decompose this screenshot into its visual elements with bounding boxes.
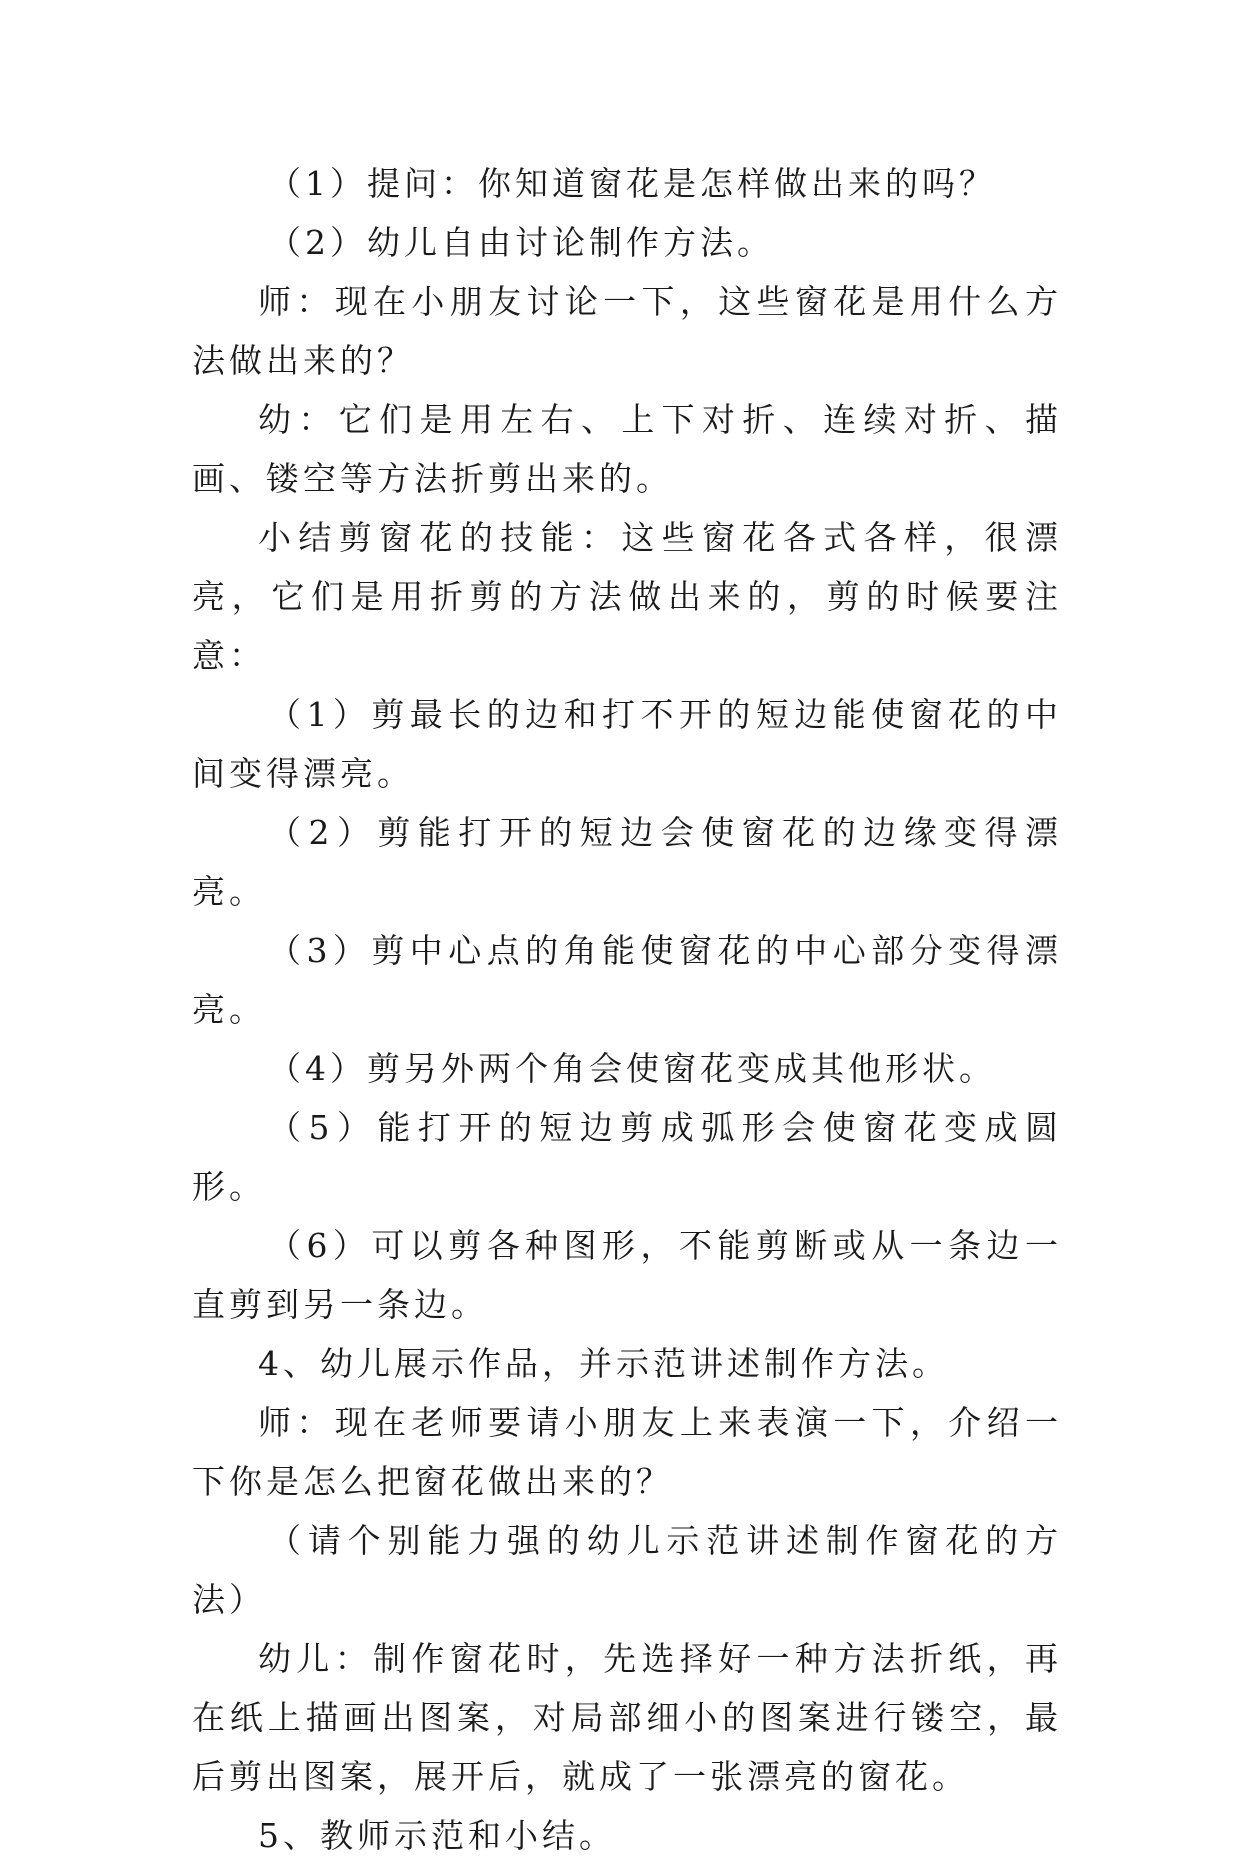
paragraph-child-method: 幼儿：制作窗花时，先选择好一种方法折纸，再在纸上描画出图案，对局部细小的图案进行镂空，最后剪出图案，展开后，就成了一张漂亮的窗花。 — [192, 1639, 1062, 1796]
paragraph-demo-note: （请个别能力强的幼儿示范讲述制作窗花的方法） — [192, 1521, 1062, 1619]
paragraph-teacher-invite: 师：现在老师要请小朋友上来表演一下，介绍一下你是怎么把窗花做出来的？ — [192, 1403, 1062, 1501]
paragraph-step-4: 4、幼儿展示作品，并示范讲述制作方法。 — [258, 1344, 949, 1383]
paragraph-child-answer: 幼：它们是用左右、上下对折、连续对折、描画、镂空等方法折剪出来的。 — [192, 400, 1062, 498]
paragraph-tip-2: （2）剪能打开的短边会使窗花的边缘变得漂亮。 — [192, 813, 1062, 911]
paragraph-tip-6: （6）可以剪各种图形，不能剪断或从一条边一直剪到另一条边。 — [192, 1226, 1062, 1324]
paragraph-teacher-discussion: 师：现在小朋友讨论一下，这些窗花是用什么方法做出来的？ — [192, 282, 1062, 380]
paragraph-tip-5: （5）能打开的短边剪成弧形会使窗花变成圆形。 — [192, 1108, 1062, 1206]
document-body — [192, 154, 1062, 1865]
paragraph-tip-4: （4）剪另外两个角会使窗花变成其他形状。 — [268, 1049, 996, 1088]
paragraph-tip-1: （1）剪最长的边和打不开的短边能使窗花的中间变得漂亮。 — [192, 695, 1062, 793]
paragraph-question: （1）提问：你知道窗花是怎样做出来的吗？ — [268, 164, 996, 203]
paragraph-summary-skills: 小结剪窗花的技能：这些窗花各式各样，很漂亮，它们是用折剪的方法做出来的，剪的时候要注意： — [192, 518, 1062, 675]
paragraph-step-5: 5、教师示范和小结。 — [258, 1816, 616, 1855]
paragraph-free-discussion: （2）幼儿自由讨论制作方法。 — [268, 223, 774, 262]
paragraph-tip-3: （3）剪中心点的角能使窗花的中心部分变得漂亮。 — [192, 931, 1062, 1029]
